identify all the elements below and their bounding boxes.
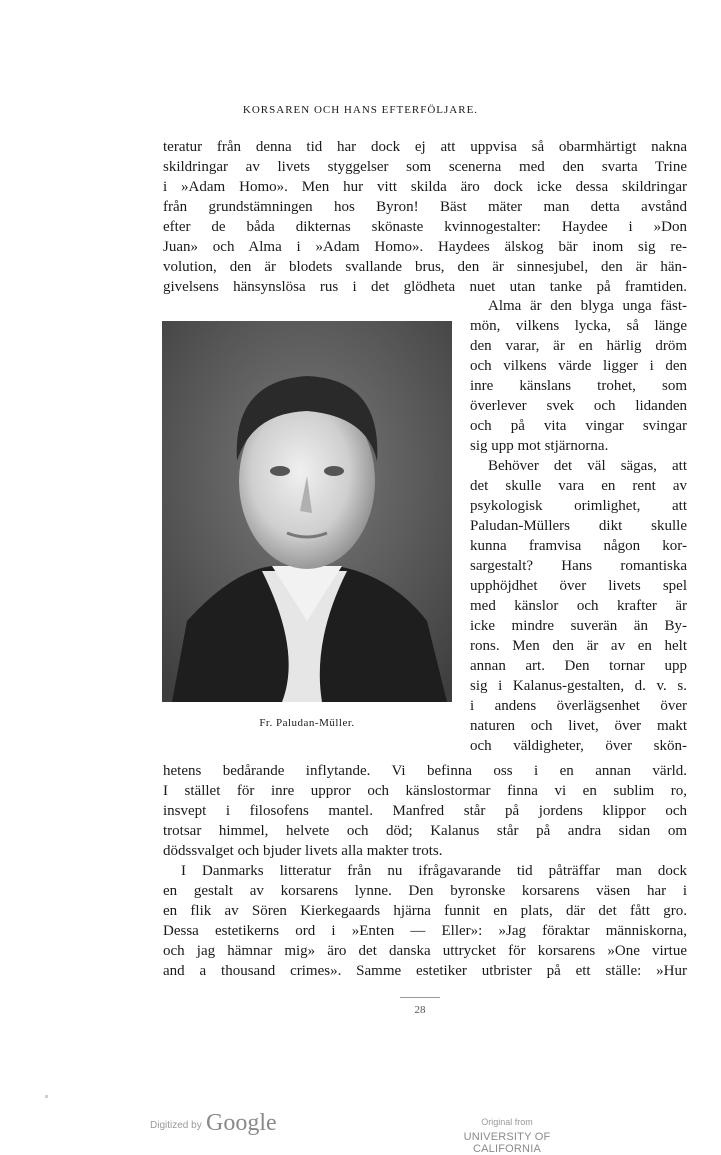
text-line: rons. Men den är av en helt — [470, 638, 687, 654]
text-line: and a thousand crimes». Samme estetiker utbrister på ett ställe: »Hur — [163, 963, 687, 979]
top-paragraph — [163, 137, 687, 297]
text-line: och på vita vingar svingar — [470, 418, 687, 434]
text-line: teratur från denna tid har dock ej att uppvisa så obarmhärtigt nakna — [163, 139, 687, 155]
text-line: I stället för inre uppror och känslostormar finna vi en sublim ro, — [163, 783, 687, 799]
text-line: och väldigheter, över skön- — [470, 738, 687, 754]
text-line: från grundstämningen hos Byron! Bäst mäter man detta avstånd — [163, 199, 687, 215]
digitized-by-label: Digitized by — [150, 1120, 202, 1131]
google-logo: Google — [206, 1110, 277, 1136]
university-label: UNIVERSITY OF CALIFORNIA — [463, 1131, 551, 1155]
text-line: sig upp mot stjärnorna. — [470, 438, 609, 454]
text-line: naturen och livet, över makt — [470, 718, 687, 734]
text-line: Juan» och Alma i »Adam Homo». Haydees älskog bär inom sig re- — [163, 239, 687, 255]
bottom-paragraph — [163, 761, 687, 981]
text-line: volution, den är blodets svallande brus, den är sinnesjubel, den är hän- — [163, 259, 687, 275]
text-line: Dessa estetikerns ord i »Enten — Eller»: »Jag föraktar människorna, — [163, 923, 687, 939]
text-line: sargestalt? Hans romantiska — [470, 558, 687, 574]
portrait-photo-icon — [162, 321, 452, 702]
text-line: en flik av Sören Kierkegaards hjärna funnit en plats, där det fått gro. — [163, 903, 687, 919]
text-line: sig i Kalanus-gestalten, d. v. s. — [470, 678, 687, 694]
text-line: hetens bedårande inflytande. Vi befinna oss i en annan värld. — [163, 763, 687, 779]
footer-rule — [400, 997, 440, 998]
text-line: och jag hämnar mig» äro det danska uttrycket för korsarens »One virtue — [163, 943, 687, 959]
text-line: i andens överlägsenhet över — [470, 698, 687, 714]
text-line: Alma är den blyga unga fäst- — [488, 298, 687, 314]
text-line: givelsens hänsynslösa rus i det glödheta nuet utan tanke på framtiden. — [163, 279, 687, 295]
side-column-text — [470, 296, 687, 756]
text-line: trotsar himmel, helvete och död; Kalanus står på andra sidan om — [163, 823, 687, 839]
text-line: annan art. Den tornar upp — [470, 658, 687, 674]
text-line: överlever svek och lidanden — [470, 398, 687, 414]
text-line: och vilkens värde ligger i den — [470, 358, 687, 374]
text-line: mön, vilkens lycka, så länge — [470, 318, 687, 334]
portrait-image — [162, 321, 452, 702]
original-from-label: Original from — [481, 1117, 533, 1127]
text-line: upphöjdhet över livets spel — [470, 578, 687, 594]
text-line: det skulle vara en rent av — [470, 478, 687, 494]
running-head: KORSAREN OCH HANS EFTERFÖLJARE. — [242, 104, 479, 116]
text-line: icke mindre suverän än By- — [470, 618, 687, 634]
scan-dust-mark — [45, 1095, 48, 1098]
figure-caption: Fr. Paludan-Müller. — [259, 717, 355, 729]
text-line: med känslor och krafter är — [470, 598, 687, 614]
text-line: inre känslans trohet, som — [470, 378, 687, 394]
text-line: psykologisk orimlighet, att — [470, 498, 687, 514]
text-line: den varar, är en härlig dröm — [470, 338, 687, 354]
text-line: i »Adam Homo». Men hur vitt skilda äro dock icke dessa skildringar — [163, 179, 687, 195]
text-line: Behöver det väl sägas, att — [488, 458, 687, 474]
text-line: skildringar av livets styggelser som scenerna med den svarta Trine — [163, 159, 687, 175]
page-number: 28 — [414, 1004, 426, 1016]
text-line: en gestalt av korsarens lynne. Den byronske korsarens väsen har i — [163, 883, 687, 899]
text-line: efter de båda dikternas skönaste kvinnogestalter: Haydee i »Don — [163, 219, 687, 235]
text-line: insvept i filosofens mantel. Manfred står på jordens klippor och — [163, 803, 687, 819]
text-line: I Danmarks litteratur från nu ifrågavarande tid påträffar man dock — [181, 863, 687, 879]
text-line: kunna framvisa någon kor- — [470, 538, 687, 554]
text-line: Paludan-Müllers dikt skulle — [470, 518, 687, 534]
text-line: dödssvalget och bjuder livets alla makter trots. — [163, 843, 443, 859]
